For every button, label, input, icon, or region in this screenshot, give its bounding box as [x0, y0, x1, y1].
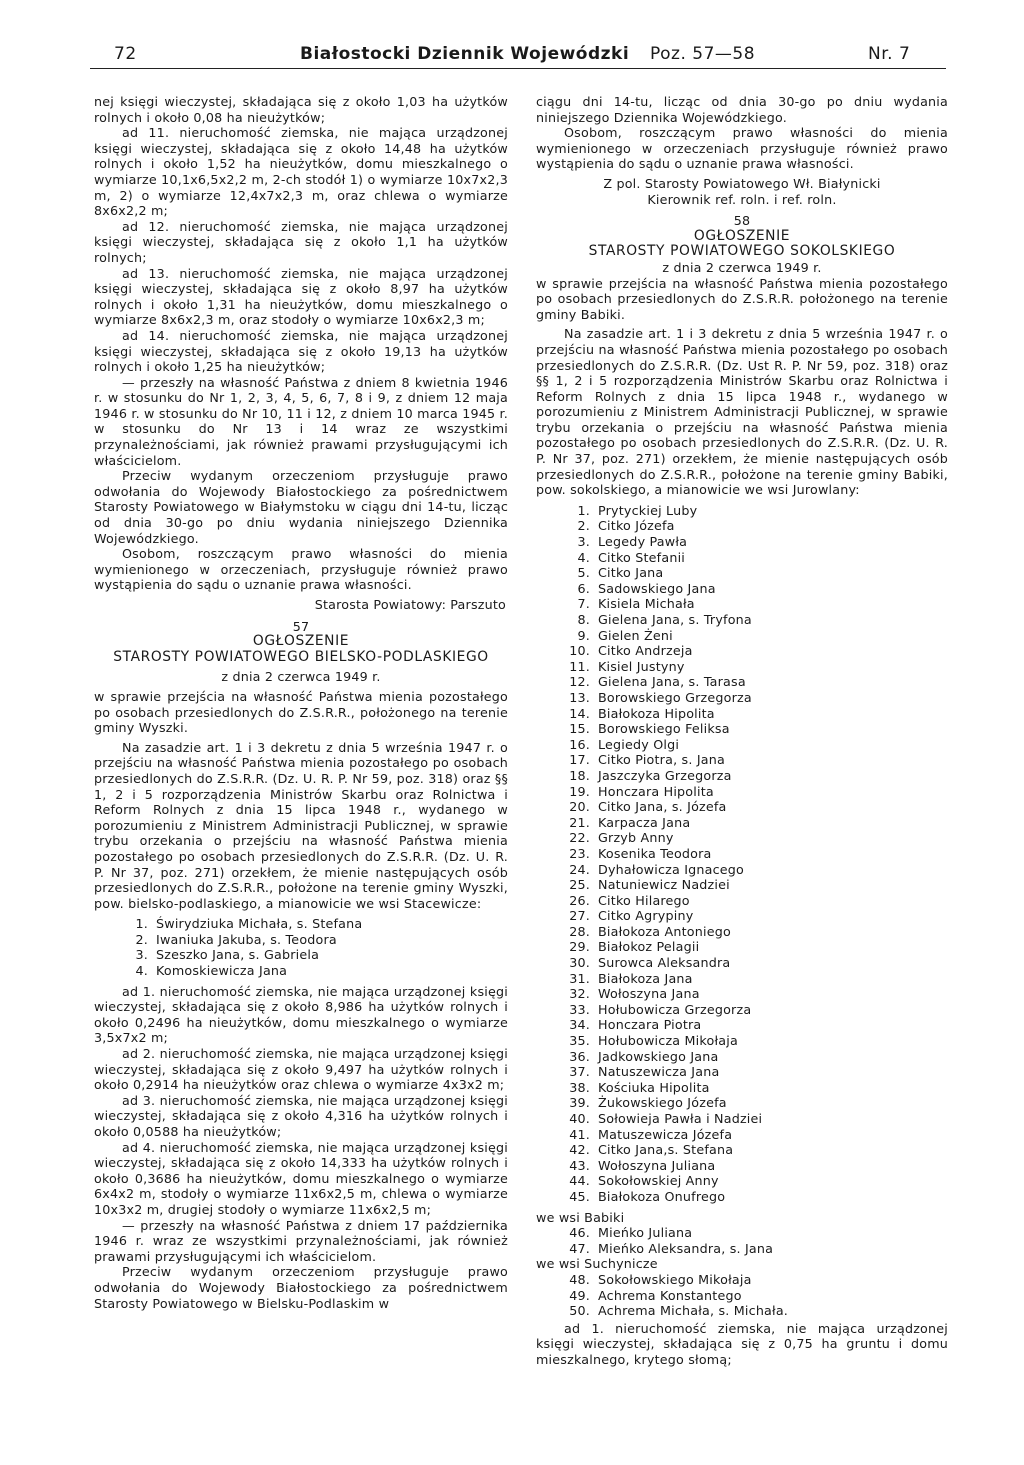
list-item: 32. Wołoszyna Jana: [569, 986, 700, 1002]
list-item: 33. Hołubowicza Grzegorza: [569, 1001, 752, 1017]
position-reference: Poz. 57—58: [650, 44, 756, 64]
persons-list: [94, 916, 508, 978]
list-item: 2. Citko Józefa: [577, 518, 675, 534]
list-item: 43. Wołoszyna Juliana: [569, 1157, 716, 1173]
notice-date: z dnia 2 czerwca 1949 r.: [221, 669, 381, 685]
notice-number: 58: [733, 213, 751, 229]
signature: Z pol. Starosty Powiatowego Wł. Białynicki: [603, 175, 881, 191]
paragraph: ad 4. nieruchomość ziemska, nie mająca urządzonej księgi wieczystej, składająca się z około 14,333 ha użytków rolnych i około 0,3686 ha nieużytków, domu mieszkalnego o wymiarze 6x4x2 m, stodoły o wymiarze 11x6x2,5 m, chlewa o wymiarze 10x3x2 m, drugiej stodoły o wymiarze 11x6x2,5 m;: [94, 1139, 508, 1217]
list-item: 25. Natuniewicz Nadziei: [569, 877, 730, 893]
list-item: 13. Borowskiego Grzegorza: [569, 689, 752, 705]
list-item: 38. Kościuka Hipolita: [569, 1079, 710, 1095]
list-item: 42. Citko Jana,s. Stefana: [569, 1142, 734, 1158]
paragraph: ad 11. nieruchomość ziemska, nie mająca urządzonej księgi wieczystej, składająca się z około 14,48 ha użytków rolnych i około 1,52 ha nieużytków, domu mieszkalnego o wymiarze 10,1x6,5x2,2 m, 2-ch stodół 1) o wymiarze 10x7x2,3 m, 2) o wymiarze 12,4x7x2,3 m, oraz chlewa o wymiarze 8x6x2,2 m;: [94, 125, 508, 219]
paragraph: ad 3. nieruchomość ziemska, nie mająca urządzonej księgi wieczystej, składająca się z około 4,316 ha użytków rolnych i około 0,0588 ha nieużytków;: [94, 1092, 508, 1139]
list-item: 23. Kosenika Teodora: [569, 845, 712, 861]
paragraph: w sprawie przejścia na własność Państwa mienia pozostałego po osobach przesiedlonych do Z.S.R.R. położonego na terenie gminy Babiki.: [536, 275, 948, 322]
list-item: 15. Borowskiego Feliksa: [569, 721, 730, 737]
signature: Starosta Powiatowy: Parszuto: [314, 597, 506, 612]
paragraph: Osobom, roszczącym prawo własności do mienia wymienionego w orzeczeniach, przysługuje również prawo wystąpienia do sądu o uznanie prawa własności.: [94, 546, 508, 593]
paragraph: Przeciw wydanym orzeczeniom przysługuje prawo odwołania do Wojewody Białostockiego za pośrednictwem Starosty Powiatowego w Bielsku-Podlaskim w: [94, 1264, 508, 1311]
paragraph: Na zasadzie art. 1 i 3 dekretu z dnia 5 września 1947 r. o przejściu na własność Państwa mienia pozostałego po osobach przesiedlonych do Z.S.R.R. (Dz. U. R. P. Nr 59, poz. 318) oraz §§ 1, 2 i 5 rozporządzenia Ministrów Skarbu oraz Rolnictwa i Reform Rolnych z dnia 15 lipca 1948 r., wydanego w porozumieniu z Ministrem Administracji Publicznej, w sprawie trybu orzekania o przejściu na własność Państwa mienia pozostałego po osobach przesiedlonych do Z.S.R.R. (Dz. U. R. P. Nr 37, poz. 271) orzekłem, że mienie następujących osób przesiedlonych do Z.S.R.R., położone na terenie gminy Wyszki, pow. bielsko-podlaskiego, a mianowicie we wsi Stacewicze:: [94, 739, 508, 911]
persons-list: [536, 1225, 948, 1256]
list-item: 37. Natuszewicza Jana: [569, 1064, 720, 1080]
paragraph: ad 2. nieruchomość ziemska, nie mająca urządzonej księgi wieczystej, składająca się z około 9,497 ha użytków rolnych i około 0,2914 ha nieużytków oraz chlewa o wymiarze 4x3x2 m;: [94, 1046, 508, 1093]
list-item: 47. Mieńko Aleksandra, s. Jana: [569, 1240, 774, 1256]
page-number: 72: [114, 44, 137, 64]
list-item: 30. Surowca Aleksandra: [569, 955, 731, 971]
persons-list: [536, 1272, 948, 1319]
list-item: 36. Jadkowskiego Jana: [569, 1048, 719, 1064]
list-item: 14. Białokoza Hipolita: [569, 705, 715, 721]
signature-title: Kierownik ref. roln. i ref. roln.: [647, 191, 837, 207]
list-item: 41. Matuszewicza Józefa: [569, 1126, 733, 1142]
list-item: 22. Grzyb Anny: [569, 830, 674, 846]
list-item: 17. Citko Piotra, s. Jana: [569, 752, 725, 768]
list-item: 10. Citko Andrzeja: [569, 643, 693, 659]
list-item: 21. Karpacza Jana: [569, 814, 691, 830]
notice-label: OGŁOSZENIE: [693, 227, 791, 244]
journal-title: Białostocki Dziennik Wojewódzki: [300, 44, 630, 64]
page-header: [90, 44, 946, 68]
paragraph: — przeszły na własność Państwa z dniem 8 kwietnia 1946 r. w stosunku do Nr 1, 2, 3, 4, 5, 6, 7, 8 i 9, z dniem 12 maja 1946 r. w stosunku do Nr 10, 11 i 12, z dniem 10 marca 1945 r. w stosunku do Nr 13 i 14 wraz ze wszystkimi przynależnościami, jak również prawami przysługującymi ich właścicielom.: [94, 374, 509, 468]
list-item: 49. Achrema Konstantego: [569, 1287, 742, 1303]
paragraph: w sprawie przejścia na własność Państwa mienia pozostałego po osobach przesiedlonych do Z.S.R.R., położonego na terenie gminy Wyszki.: [94, 688, 508, 736]
notice-authority: STAROSTY POWIATOWEGO BIELSKO-PODLASKIEGO: [113, 648, 489, 665]
list-item: 28. Białokoza Antoniego: [569, 923, 731, 939]
list-item: 2. Iwaniuka Jakuba, s. Teodora: [135, 931, 337, 947]
list-item: 4. Citko Stefanii: [577, 549, 686, 565]
paragraph: Osobom, roszczącym prawo własności do mienia wymienionego w orzeczeniach przysługuje również prawo wystąpienia do sądu o uznanie prawa własności.: [536, 125, 948, 172]
village-heading: we wsi Babiki: [536, 1209, 625, 1225]
paragraph: Przeciw wydanym orzeczeniom przysługuje prawo odwołania do Wojewody Białostockiego za pośrednictwem Starosty Powiatowego w Białymstoku w ciągu dni 14-tu, licząc od dnia 30-go po dniu wydania niniejszego Dziennika Wojewódzkiego.: [94, 468, 508, 546]
list-item: 50. Achrema Michała, s. Michała.: [569, 1303, 789, 1319]
list-item: 3. Szeszko Jana, s. Gabriela: [135, 947, 320, 963]
list-item: 46. Mieńko Juliana: [569, 1225, 693, 1241]
paragraph: ciągu dni 14-tu, licząc od dnia 30-go po dniu wydania niniejszego Dziennika Wojewódzkiego.: [536, 94, 948, 125]
paragraph: ad 14. nieruchomość ziemska, nie mająca urządzonej księgi wieczystej, składająca się z około 19,13 ha użytków rolnych i około 1,25 ha nieużytków;: [94, 327, 508, 375]
list-item: 45. Białokoza Onufrego: [569, 1188, 726, 1204]
list-item: 18. Jaszczyka Grzegorza: [569, 767, 732, 783]
list-item: 6. Sadowskiego Jana: [577, 580, 716, 596]
list-item: 8. Gielena Jana, s. Tryfona: [577, 612, 752, 627]
list-item: 19. Honczara Hipolita: [569, 783, 714, 799]
list-item: 44. Sokołowskiej Anny: [569, 1173, 719, 1189]
list-item: 9. Gielen Żeni: [577, 627, 673, 643]
list-item: 5. Citko Jana: [577, 565, 664, 581]
list-item: 1. Prytyckiej Luby: [577, 502, 698, 518]
paragraph: ad 1. nieruchomość ziemska, nie mająca urządzonej księgi wieczystej, składająca się z 0,75 ha gruntu i domu mieszkalnego, krytego słomą;: [536, 1320, 948, 1367]
list-item: 24. Dyhałowicza Ignacego: [569, 861, 745, 877]
notice-date: z dnia 2 czerwca 1949 r.: [662, 259, 822, 275]
paragraph: Na zasadzie art. 1 i 3 dekretu z dnia 5 września 1947 r. o przejściu na własność Państwa mienia pozostałego po osobach przesiedlonych do Z.S.R.R. (Dz. Ust R. P. Nr 59, poz. 318) oraz §§ 1, 2 i 5 rozporządzenia Ministrów Skarbu oraz Rolnictwa i Reform Rolnych z dnia 15 lipca 1948 r., wydanego w porozumieniu z Ministrem Administracji Publicznej, w sprawie trybu orzekania o przejściu na własność Państwa mienia pozostałego po osobach przesiedlonych do Z.S.R.R. (Dz. U. R. P. Nr 37, poz. 271) orzekłem, że mienie następujących osób przesiedlonych do Z.S.R.R., położone na terenie gminy Babiki, pow. sokolskiego, a mianowicie we wsi Jurowlany:: [536, 326, 948, 498]
list-item: 29. Białokoz Pelagii: [569, 939, 700, 955]
list-item: 35. Hołubowicza Mikołaja: [569, 1033, 738, 1049]
list-item: 39. Żukowskiego Józefa: [569, 1095, 727, 1111]
left-column: [94, 94, 508, 1311]
notice-number: 57: [292, 618, 310, 634]
right-column: [536, 94, 948, 1368]
list-item: 4. Komoskiewicza Jana: [135, 963, 288, 979]
list-item: 12. Gielena Jana, s. Tarasa: [569, 674, 746, 690]
village-heading: we wsi Suchynicze: [536, 1256, 658, 1272]
notice-label: OGŁOSZENIE: [252, 633, 350, 650]
list-item: 20. Citko Jana, s. Józefa: [569, 799, 727, 815]
list-item: 3. Legedy Pawła: [577, 534, 688, 550]
header-rule: [90, 68, 946, 69]
list-item: 34. Honczara Piotra: [569, 1017, 702, 1033]
list-item: 16. Legiedy Olgi: [569, 736, 680, 752]
paragraph: nej księgi wieczystej, składająca się z około 1,03 ha użytków rolnych i około 0,08 ha nieużytków;: [94, 94, 508, 125]
list-item: 26. Citko Hilarego: [569, 892, 690, 908]
list-item: 27. Citko Agrypiny: [569, 908, 694, 924]
list-item: 48. Sokołowskiego Mikołaja: [569, 1271, 752, 1287]
issue-number: Nr. 7: [868, 44, 911, 64]
list-item: 40. Sołowieja Pawła i Nadziei: [569, 1111, 763, 1126]
list-item: 31. Białokoza Jana: [569, 970, 693, 986]
persons-list: [536, 503, 948, 1205]
list-item: 7. Kisiela Michała: [577, 596, 695, 612]
paragraph: — przeszły na własność Państwa z dniem 17 października 1946 r. wraz ze wszystkimi przynależnościami, jak również prawami przysługującymi ich właścicielom.: [94, 1217, 508, 1264]
list-item: 11. Kisiel Justyny: [569, 658, 685, 674]
notice-authority: STAROSTY POWIATOWEGO SOKOLSKIEGO: [588, 243, 896, 260]
paragraph: ad 12. nieruchomość ziemska, nie mająca urządzonej księgi wieczystej, składająca się z około 1,1 ha użytków rolnych;: [94, 218, 508, 265]
paragraph: ad 1. nieruchomość ziemska, nie mająca urządzonej księgi wieczystej, składająca się z około 8,986 ha użytków rolnych i około 0,2496 ha nieużytków, domu mieszkalnego o wymiarze 3,5x7x2 m;: [94, 983, 508, 1046]
paragraph: ad 13. nieruchomość ziemska, nie mająca urządzonej księgi wieczystej, składająca się z około 8,97 ha użytków rolnych i około 1,31 ha nieużytków, domu mieszkalnego o wymiarze 8x6x2,3 m, oraz stodoły o wymiarze 10x6x2,3 m;: [94, 265, 508, 328]
list-item: 1. Świrydziuka Michała, s. Stefana: [135, 916, 363, 932]
